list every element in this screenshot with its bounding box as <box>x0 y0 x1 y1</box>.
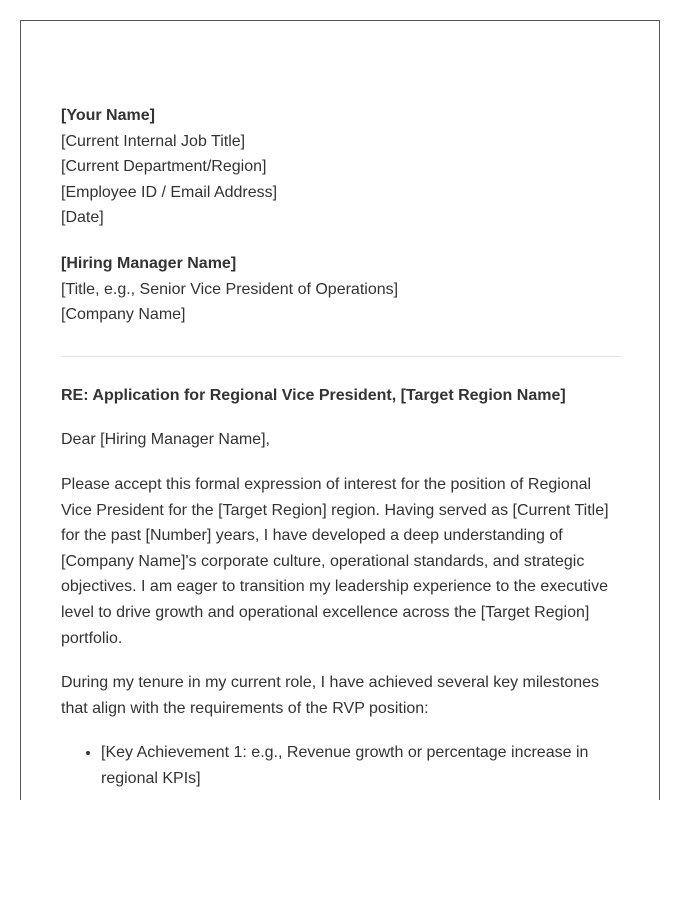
sender-name: [Your Name] <box>61 107 155 124</box>
sender-block <box>61 103 621 231</box>
letter-page <box>20 20 660 800</box>
header-divider <box>61 356 621 357</box>
salutation: Dear [Hiring Manager Name], <box>61 431 270 449</box>
body-paragraph-1: Please accept this formal expression of interest for the position of Regional Vice President for the [Target Region] region. Having served as [Current Title] for the past [Number] years, I have developed a deep understanding of [Company Name]'s corporate culture, operational standards, and strategic objectives. I am eager to transition my leadership experience to the executive level to drive growth and operational excellence across the [Target Region] portfolio. <box>61 475 609 647</box>
letter-content <box>61 103 621 800</box>
subject-line: RE: Application for Regional Vice President, [Target Region Name] <box>61 386 566 404</box>
recipient-company: [Company Name] <box>61 306 186 324</box>
achievements-list <box>61 740 621 791</box>
sender-department: [Current Department/Region] <box>61 158 267 176</box>
sender-employee-id: [Employee ID / Email Address] <box>61 183 278 201</box>
letter-date: [Date] <box>61 209 104 227</box>
sender-job-title: [Current Internal Job Title] <box>61 132 246 150</box>
recipient-name: [Hiring Manager Name] <box>61 254 237 272</box>
body-paragraph-2: During my tenure in my current role, I have achieved several key milestones that align with the requirements of the RVP position: <box>61 674 600 717</box>
recipient-title: [Title, e.g., Senior Vice President of Operations] <box>61 280 399 298</box>
recipient-block <box>61 251 621 328</box>
list-item: • [Key Achievement 1: e.g., Revenue growth or percentage increase in regional KPIs] <box>101 740 621 791</box>
